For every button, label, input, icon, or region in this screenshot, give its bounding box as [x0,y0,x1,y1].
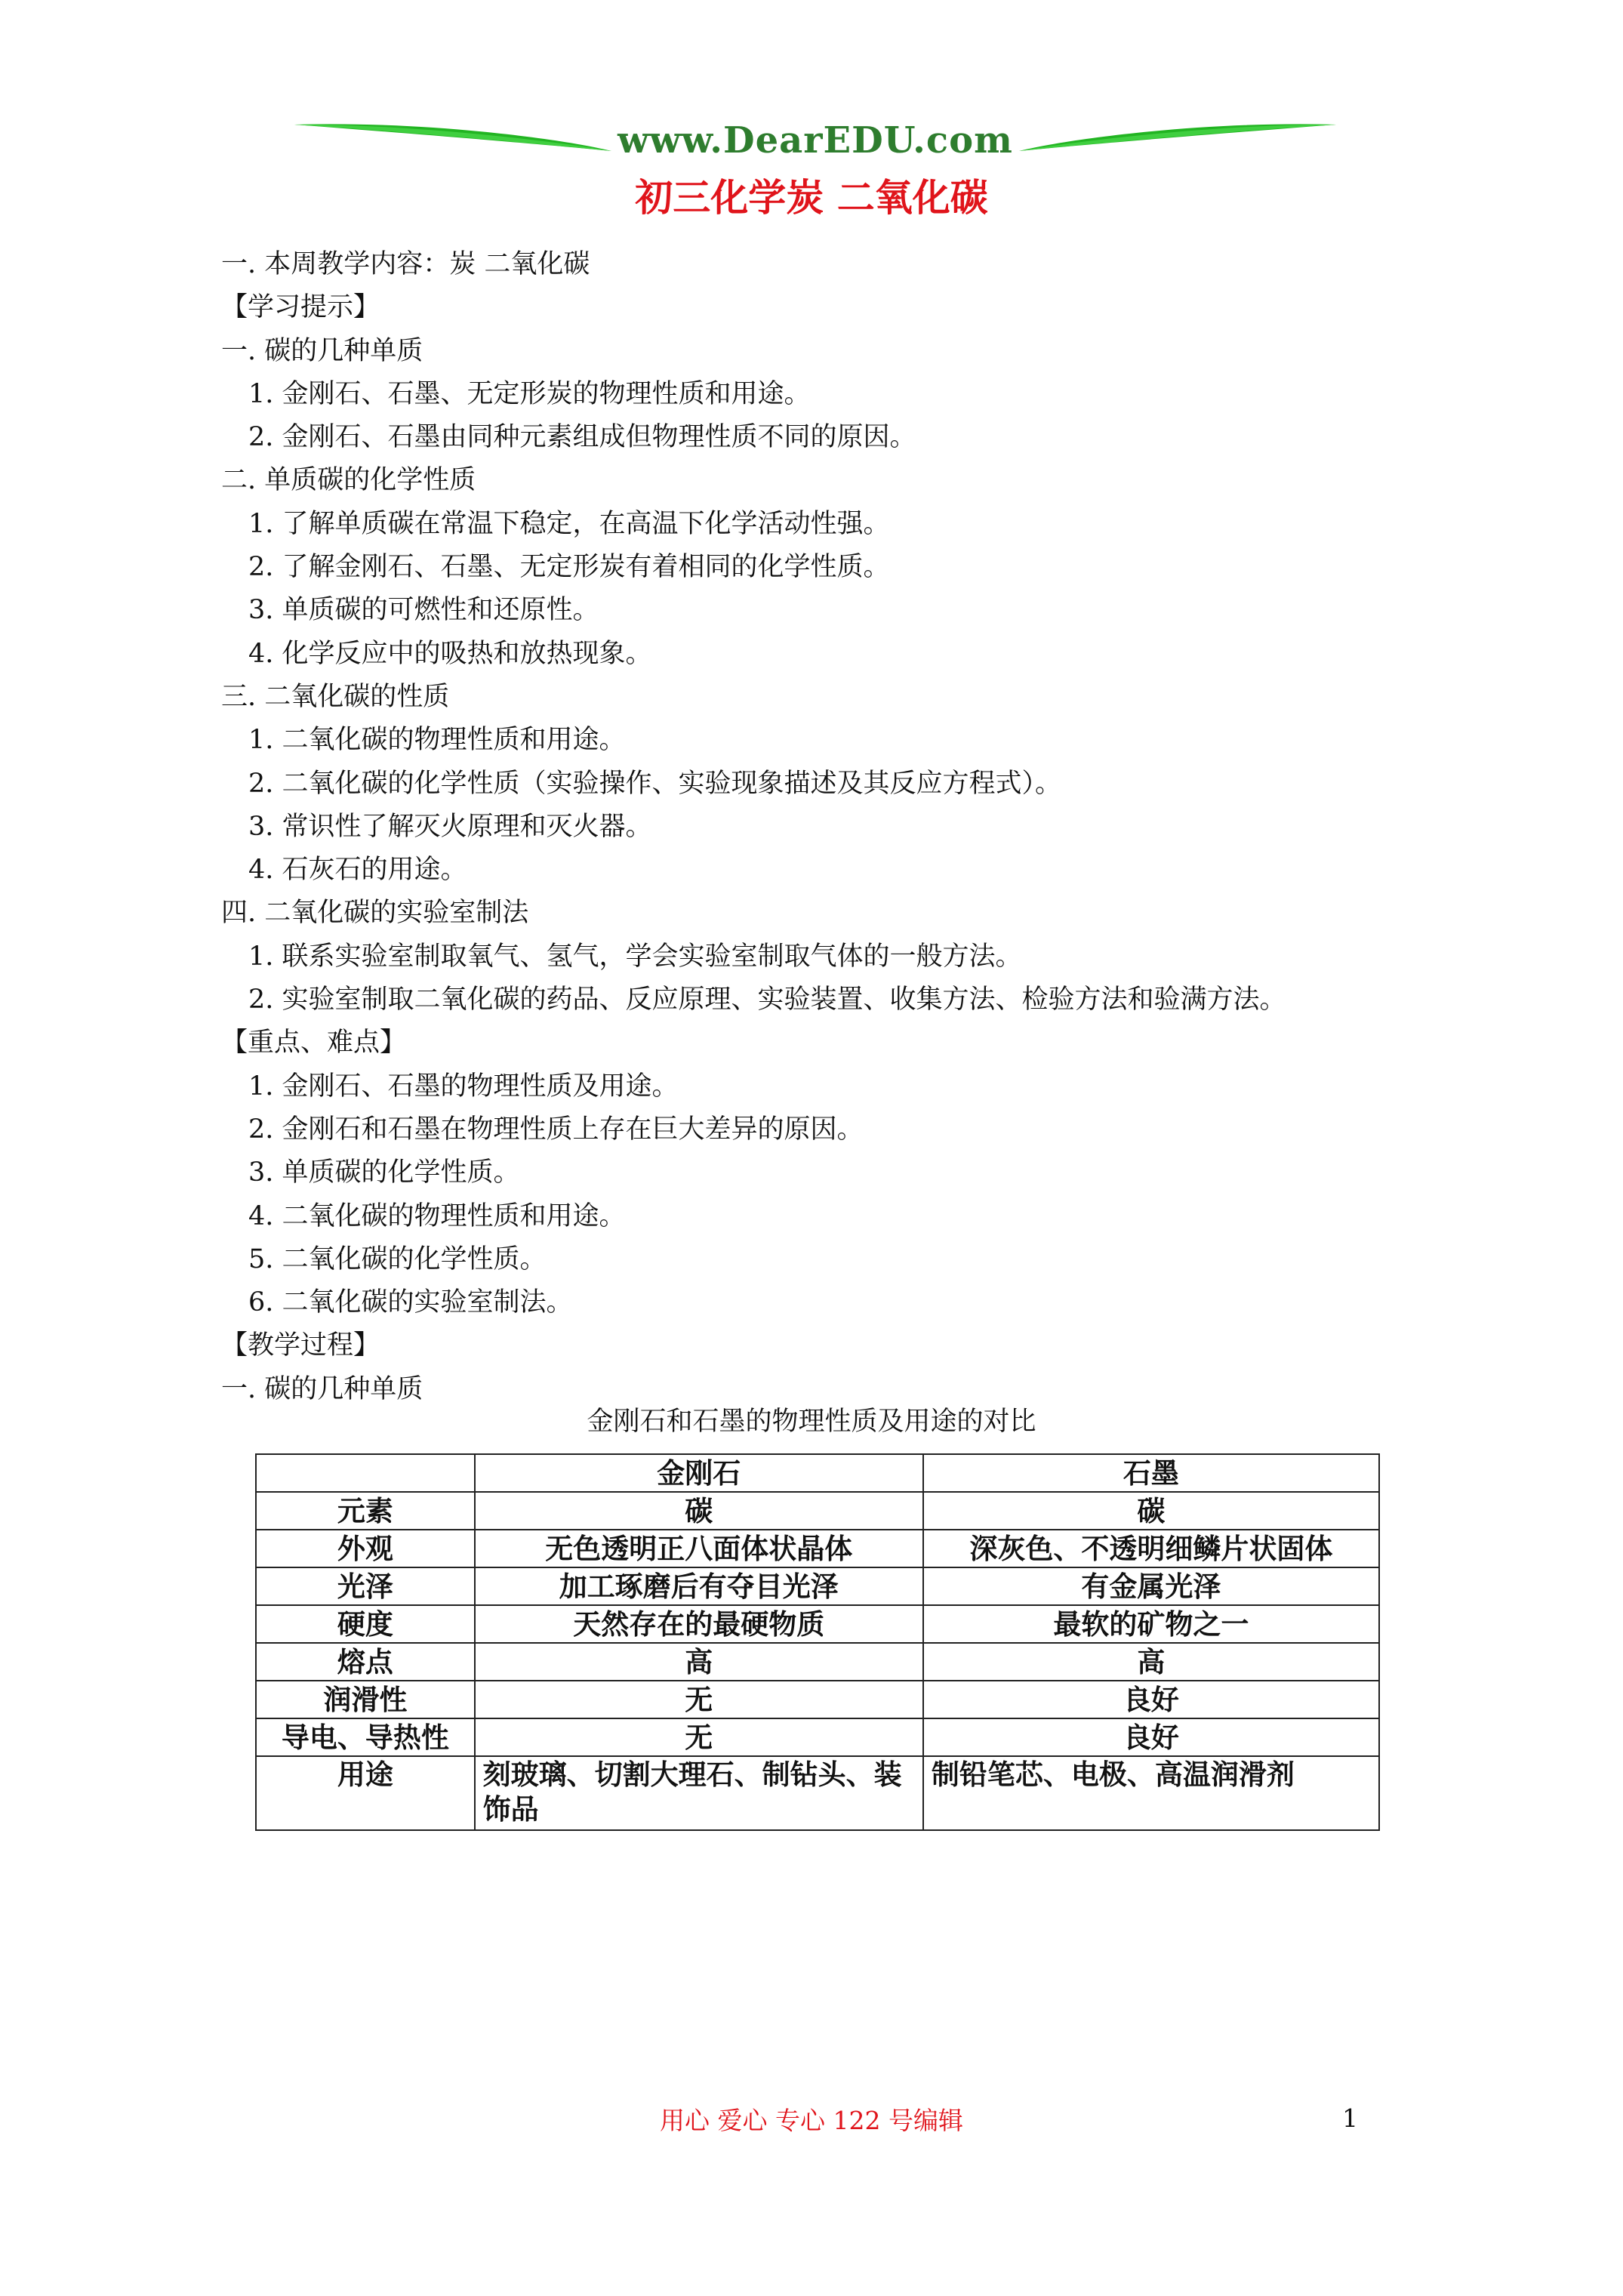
page-title: 初三化学炭 二氧化碳 [635,175,988,220]
section-heading: 一. 碳的几种单质 [221,1373,423,1404]
list-item: 1. 二氧化碳的物理性质和用途。 [248,725,626,756]
list-item: 1. 金刚石、石墨、无定形炭的物理性质和用途。 [248,378,811,409]
table-cell: 无 [475,1718,923,1756]
list-item: 2. 实验室制取二氧化碳的药品、反应原理、实验装置、收集方法、检验方法和验满方法。 [248,985,1286,1015]
table-cell: 高 [475,1643,923,1681]
table-cell: 硬度 [256,1605,475,1643]
table-header-row [256,1454,1379,1492]
table-cell: 无色透明正八面体状晶体 [475,1530,923,1567]
table-cell: 高 [923,1643,1379,1681]
table-cell: 碳 [475,1492,923,1530]
section-heading: 一. 碳的几种单质 [221,335,423,366]
footer-text: 用心 爱心 专心 122 号编辑 [660,2106,963,2135]
table-header-cell: 石墨 [923,1454,1379,1492]
table-cell: 加工琢磨后有夺目光泽 [475,1567,923,1605]
table-cell: 良好 [923,1718,1379,1756]
table-cell: 导电、导热性 [256,1718,475,1756]
table-row [256,1718,1379,1756]
table-cell: 深灰色、不透明细鳞片状固体 [923,1530,1379,1567]
table-cell: 元素 [256,1492,475,1530]
list-item: 3. 单质碳的化学性质。 [248,1157,520,1188]
table-cell: 刻玻璃、切割大理石、制钻头、装饰品 [475,1756,923,1830]
list-item: 5. 二氧化碳的化学性质。 [248,1244,547,1274]
section-heading: 一. 本周教学内容：炭 二氧化碳 [221,249,590,279]
table-cell: 最软的矿物之一 [923,1605,1379,1643]
list-item: 4. 化学反应中的吸热和放热现象。 [248,638,652,669]
section-heading: 【重点、难点】 [221,1028,407,1059]
table-header-cell [256,1454,475,1492]
table-row [256,1756,1379,1830]
page-number: 1 [1342,2103,1358,2133]
table-caption: 金刚石和石墨的物理性质及用途的对比 [587,1407,1036,1437]
list-item: 2. 金刚石、石墨由同种元素组成但物理性质不同的原因。 [248,422,916,453]
table-row [256,1492,1379,1530]
section-heading: 【学习提示】 [221,292,380,323]
table-cell: 润滑性 [256,1681,475,1718]
table-header-cell: 金刚石 [475,1454,923,1492]
comparison-table [255,1453,1380,1831]
list-item: 4. 二氧化碳的物理性质和用途。 [248,1200,626,1231]
table-cell: 制铅笔芯、电极、高温润滑剂 [923,1756,1379,1830]
list-item: 1. 了解单质碳在常温下稳定，在高温下化学活动性强。 [248,508,890,539]
table-cell: 良好 [923,1681,1379,1718]
table-row [256,1530,1379,1567]
section-heading: 二. 单质碳的化学性质 [221,465,476,496]
table-cell: 外观 [256,1530,475,1567]
list-item: 2. 二氧化碳的化学性质（实验操作、实验现象描述及其反应方程式）。 [248,768,1062,799]
list-item: 3. 常识性了解灭火原理和灭火器。 [248,811,652,842]
section-heading: 【教学过程】 [221,1330,380,1361]
table-cell: 天然存在的最硬物质 [475,1605,923,1643]
table-cell: 熔点 [256,1643,475,1681]
table-cell: 用途 [256,1756,475,1830]
list-item: 1. 联系实验室制取氧气、氢气，学会实验室制取气体的一般方法。 [248,941,1022,972]
table-row [256,1681,1379,1718]
list-item: 3. 单质碳的可燃性和还原性。 [248,595,599,626]
table-body [256,1492,1379,1830]
document-body [221,243,1399,1411]
table-row [256,1643,1379,1681]
list-item: 2. 了解金刚石、石墨、无定形炭有着相同的化学性质。 [248,552,890,583]
section-heading: 三. 二氧化碳的性质 [221,681,450,712]
table-cell: 有金属光泽 [923,1567,1379,1605]
site-banner [294,113,1336,166]
list-item: 2. 金刚石和石墨在物理性质上存在巨大差异的原因。 [248,1114,864,1145]
section-heading: 四. 二氧化碳的实验室制法 [221,898,529,929]
table-cell: 碳 [923,1492,1379,1530]
table-cell: 无 [475,1681,923,1718]
list-item: 6. 二氧化碳的实验室制法。 [248,1287,573,1318]
table-cell: 光泽 [256,1567,475,1605]
list-item: 4. 石灰石的用途。 [248,855,467,886]
list-item: 1. 金刚石、石墨的物理性质及用途。 [248,1071,679,1102]
table-row [256,1605,1379,1643]
site-url: www.DearEDU.com [617,119,1013,162]
table-row [256,1567,1379,1605]
